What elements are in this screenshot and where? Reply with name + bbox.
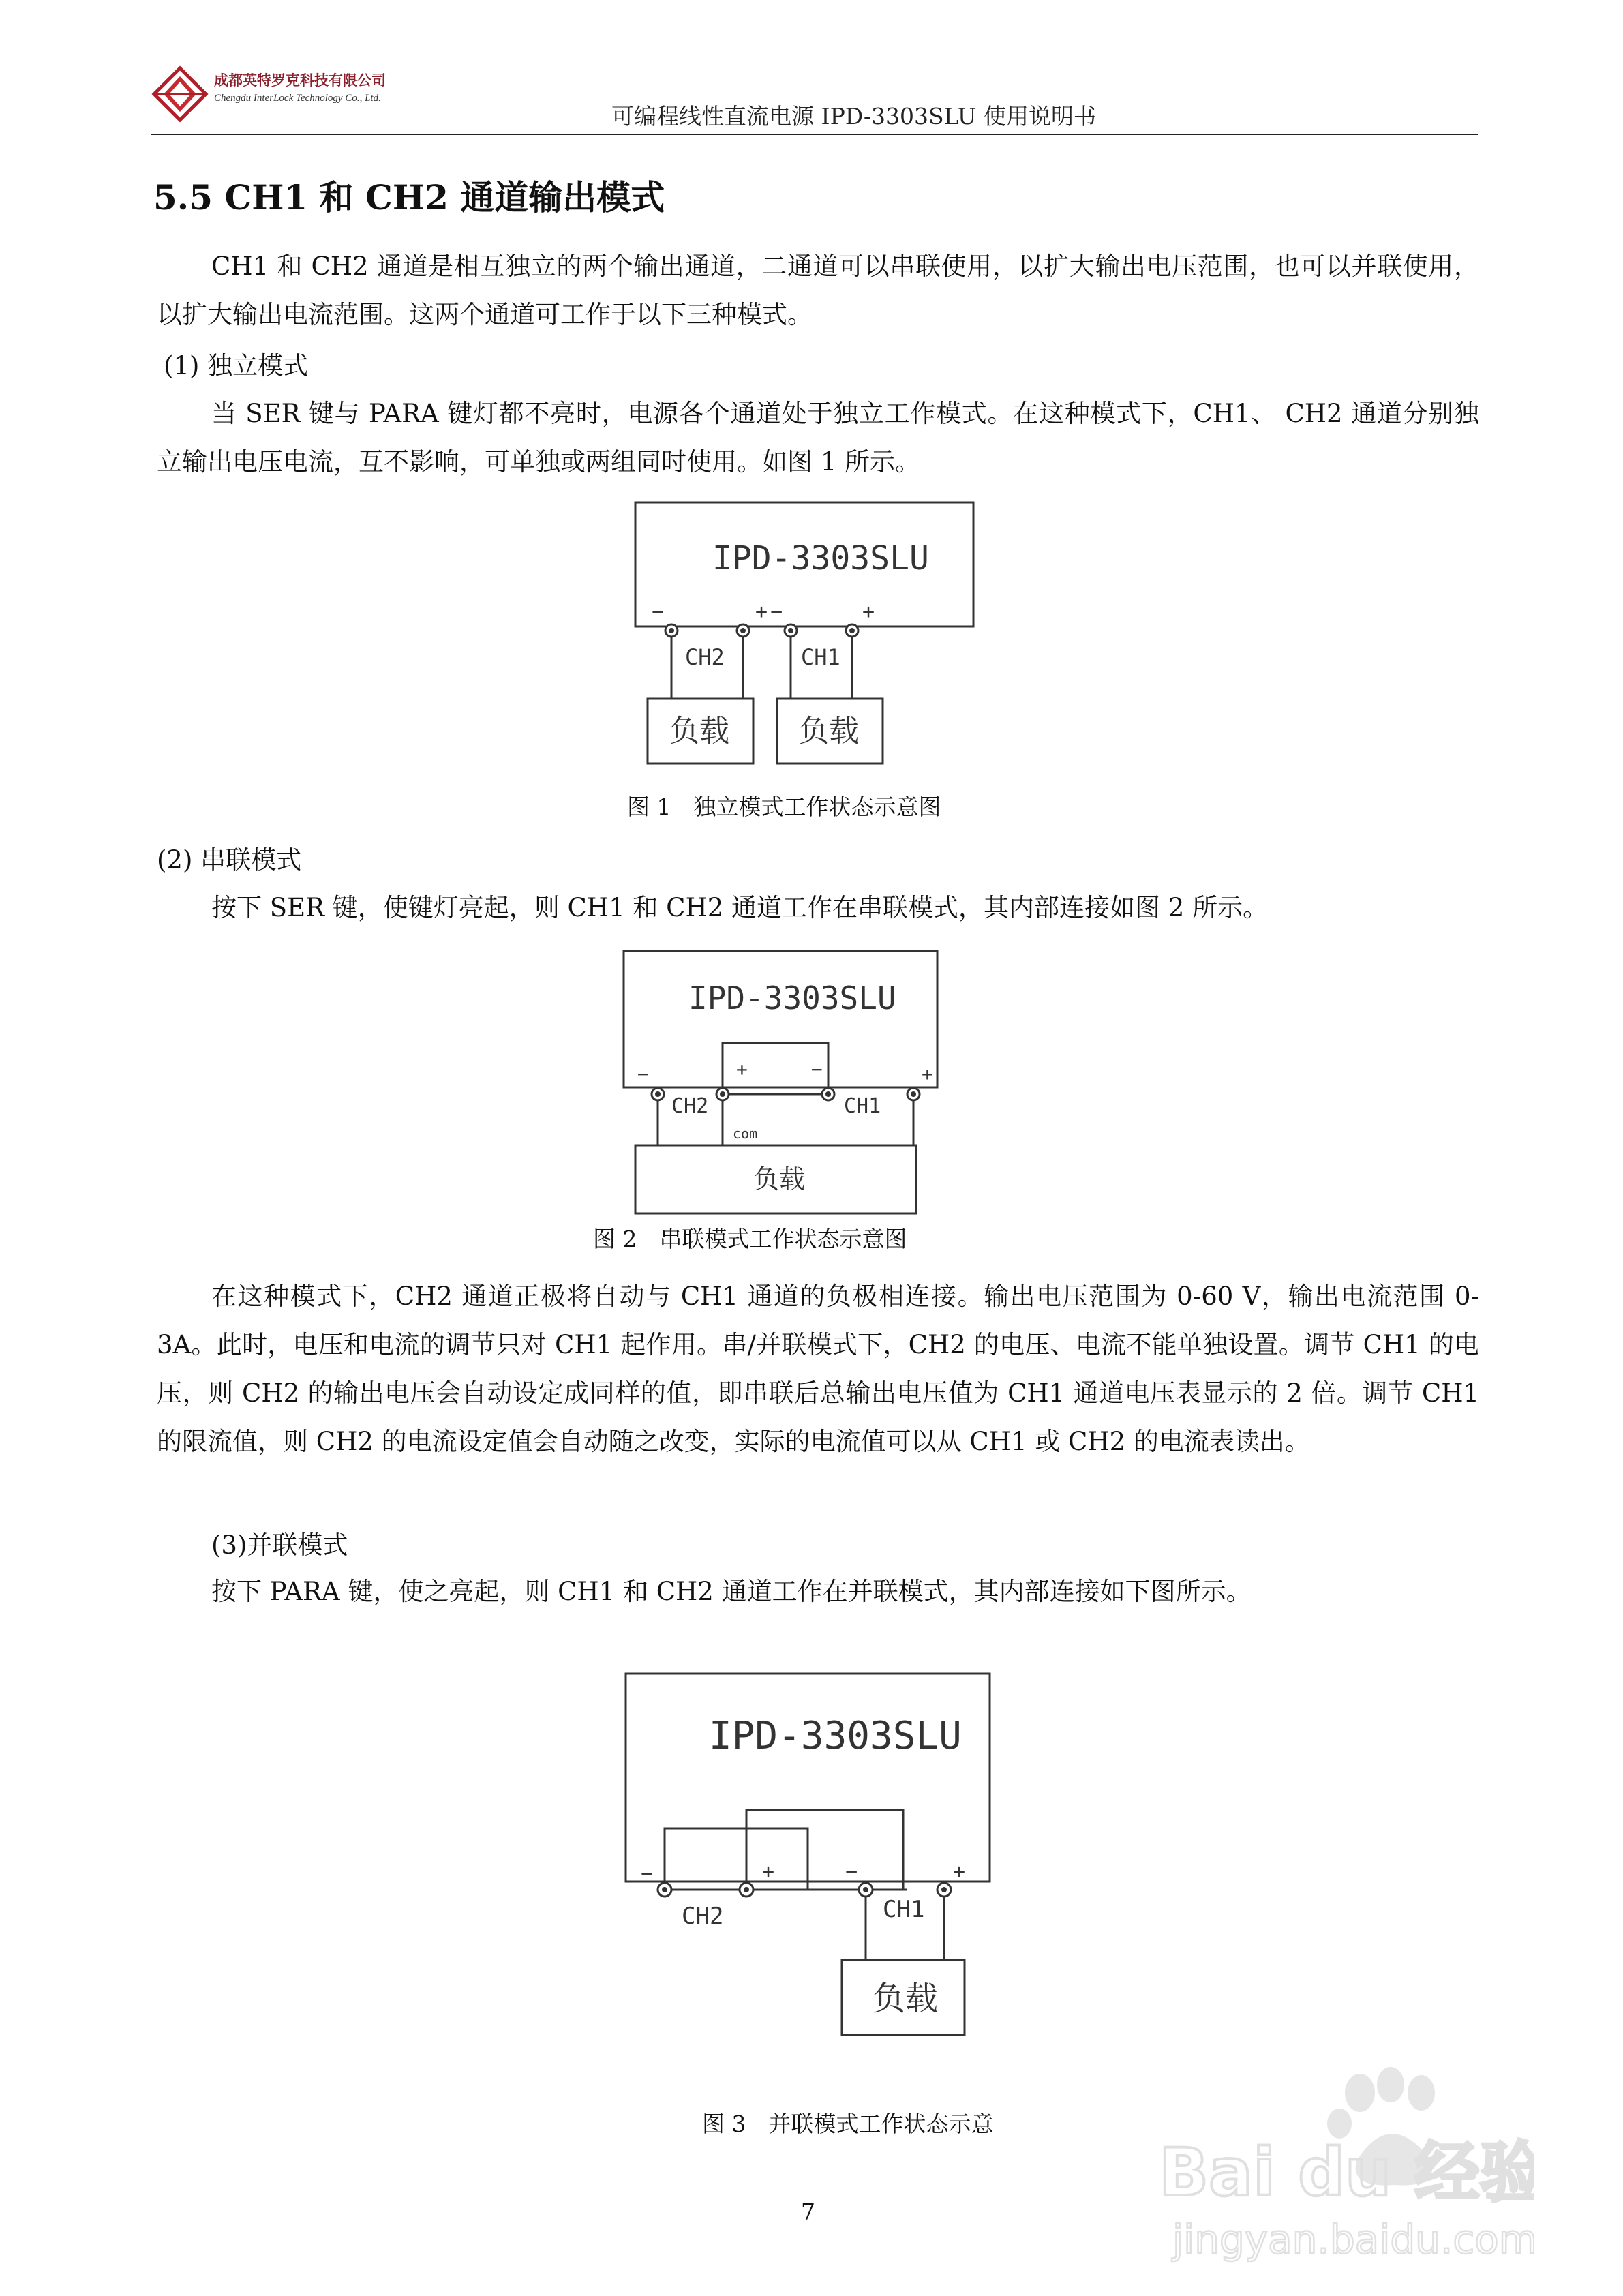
device-label: IPD-3303SLU <box>709 1714 962 1758</box>
ch2-label: CH2 <box>682 1903 724 1930</box>
watermark-brand: Bai du 经验 <box>1159 2134 1534 2211</box>
watermark-url: jingyan.baidu.com <box>1172 2216 1534 2263</box>
load-label: 负载 <box>669 714 729 749</box>
ch1-label: CH1 <box>844 1094 881 1118</box>
section-heading: 5.5 CH1 和 CH2 通道输出模式 <box>153 177 665 217</box>
baidu-watermark <box>1152 2059 1534 2263</box>
minus-sign: − <box>637 1063 649 1085</box>
com-label: com <box>733 1126 758 1142</box>
page-number: 7 <box>801 2199 815 2225</box>
ch1-label: CH1 <box>883 1896 925 1923</box>
company-name-en: Chengdu InterLock Technology Co., Ltd. <box>214 93 381 104</box>
minus-sign: − <box>770 600 783 624</box>
company-logo <box>151 65 424 127</box>
plus-sign: + <box>755 600 768 624</box>
figure-3-parallel-mode <box>620 1670 1002 2038</box>
mode-3-title: (3)并联模式 <box>211 1530 348 1560</box>
plus-sign: + <box>862 600 875 624</box>
intro-paragraph: CH1 和 CH2 通道是相互独立的两个输出通道，二通道可以串联使用，以扩大输出电压范围，也可以并联使用，以扩大输出电流范围。这两个通道可工作于以下三种模式。 <box>157 252 1479 329</box>
figure-1-caption: 图 1 独立模式工作状态示意图 <box>627 794 941 820</box>
load-label: 负载 <box>753 1164 806 1194</box>
minus-sign: − <box>652 600 665 624</box>
load-label: 负载 <box>799 714 859 749</box>
figure-2-caption: 图 2 串联模式工作状态示意图 <box>593 1226 907 1252</box>
minus-sign: − <box>845 1860 858 1884</box>
header-divider <box>151 134 1478 135</box>
figure-3-caption: 图 3 并联模式工作状态示意 <box>702 2111 994 2137</box>
figure-2-series-mode <box>620 948 941 1220</box>
device-label: IPD-3303SLU <box>712 539 929 577</box>
minus-sign: − <box>641 1862 654 1886</box>
device-box <box>624 951 937 1087</box>
ch2-label: CH2 <box>671 1094 709 1118</box>
company-name-cn: 成都英特罗克科技有限公司 <box>214 72 386 89</box>
series-mode-explanation: 在这种模式下，CH2 通道正极将自动与 CH1 通道的负极相连接。输出电压范围为 0-60 V，输出电流范围 0-3A。此时，电压和电流的调节只对 CH1 起作用。串/并联模式下，CH2 的电压、电流不能单独设置。调节 CH1 的电压，则 CH2 的输出电压会自动设定成同样的值，即串联后总输出电压值为 CH1 通道电压表显示的 2 倍。调节 CH1 的限流值，则 CH2 的电流设定值会自动随之改变，实际的电流值可以从 CH1 或 CH2 的电流表读出。 <box>157 1282 1479 1456</box>
logo-emblem-icon <box>151 65 209 123</box>
mode-1-text: 当 SER 键与 PARA 键灯都不亮时，电源各个通道处于独立工作模式。在这种模式下，CH1、 CH2 通道分别独立输出电压电流，互不影响，可单独或两组同时使用。如图 1 所示。 <box>157 399 1479 477</box>
mode-1-title: (1) 独立模式 <box>164 351 309 380</box>
plus-sign: + <box>953 1860 966 1884</box>
mode-2-text: 按下 SER 键，使键灯亮起，则 CH1 和 CH2 通道工作在串联模式，其内部连接如图 2 所示。 <box>211 893 1269 922</box>
plus-sign: + <box>762 1860 775 1884</box>
figure-1-independent-mode <box>634 501 975 767</box>
plus-sign: + <box>922 1063 933 1085</box>
ch2-label: CH2 <box>685 644 725 670</box>
mode-3-text: 按下 PARA 键，使之亮起，则 CH1 和 CH2 通道工作在并联模式，其内部连接如下图所示。 <box>211 1577 1252 1606</box>
document-title: 可编程线性直流电源 IPD-3303SLU 使用说明书 <box>611 103 1096 130</box>
minus-sign: − <box>811 1058 823 1081</box>
mode-2-title: (2) 串联模式 <box>157 845 302 875</box>
load-label: 负载 <box>873 1980 939 2018</box>
ch1-label: CH1 <box>801 644 840 670</box>
plus-sign: + <box>736 1058 748 1081</box>
device-label: IPD-3303SLU <box>688 980 896 1016</box>
